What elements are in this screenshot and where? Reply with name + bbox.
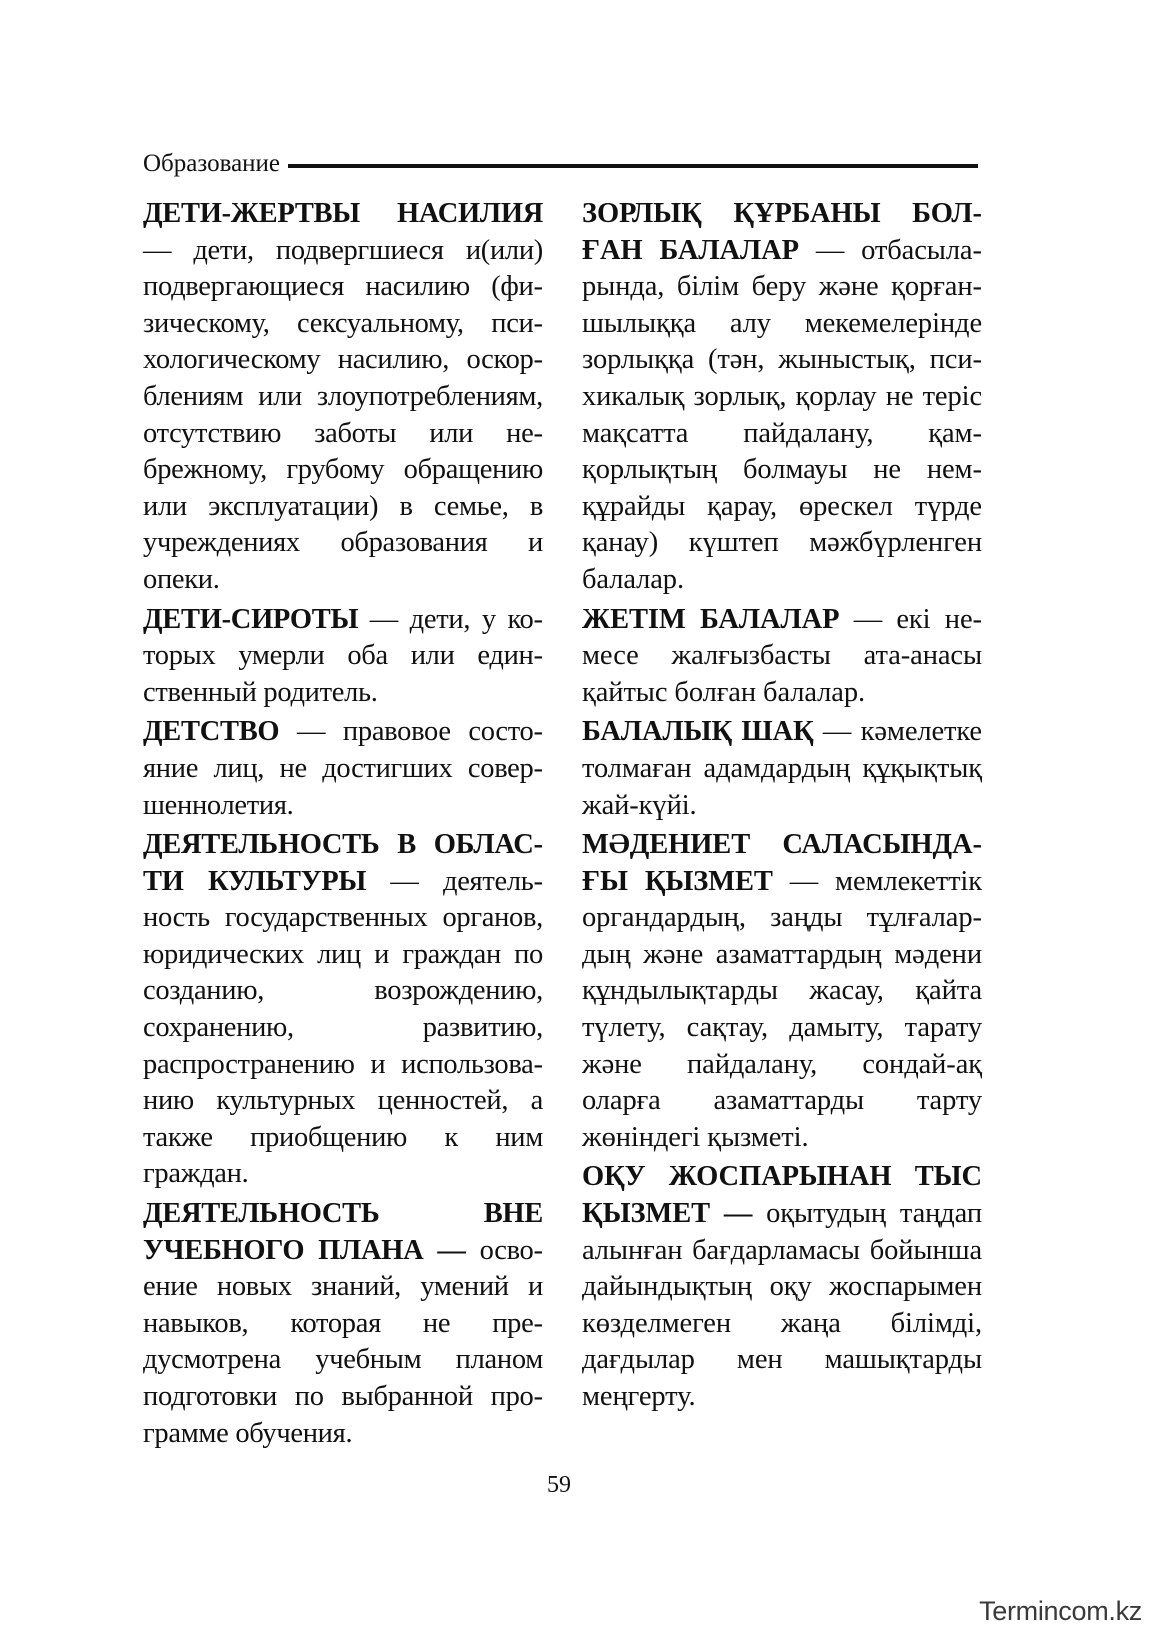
left-column-russian xyxy=(143,196,543,1455)
glossary-entry xyxy=(143,196,543,599)
entry-definition: — дети, у которых умерли оба или единственный родитель. xyxy=(143,603,543,708)
right-column-kazakh xyxy=(582,196,982,1419)
glossary-entry xyxy=(143,1196,543,1452)
entry-term: ЗОРЛЫҚ ҚҰРБАНЫ БОЛҒАН БАЛАЛАР xyxy=(582,198,982,266)
glossary-entry xyxy=(143,602,543,712)
entry-definition: оқытудың таңдап алынған бағдарламасы бойынша дайындықтың оқу жоспарымен көзделмеген жаңа білімді, дағдылар мен машықтарды меңгерту. xyxy=(582,1198,983,1412)
watermark-text: Termincom.kz xyxy=(979,1596,1142,1626)
entry-definition: — правовое состояние лиц, не достигших совершеннолетия. xyxy=(143,716,543,821)
entry-term: ДЕТИ-ЖЕРТВЫ НАСИЛИЯ xyxy=(143,198,543,229)
glossary-entry xyxy=(143,714,543,824)
glossary-entry xyxy=(582,602,982,712)
page-number: 59 xyxy=(547,1472,571,1498)
glossary-entry xyxy=(582,827,982,1156)
glossary-entry xyxy=(582,1159,982,1415)
glossary-entry xyxy=(582,714,982,824)
entry-term: МӘДЕНИЕТ САЛАСЫНДАҒЫ ҚЫЗМЕТ xyxy=(582,829,982,897)
entry-definition: — отбасыларында, білім беру және қорғаншылыққа алу мекемелерінде зорлыққа (тән, жыныстық, психикалық зорлық, қорлау не теріс мақсатта пайдалану, қамқорлықтың болмауы не немқұрайды қарау, өрескел түрде қанау) күштеп мәжбүрленген балалар. xyxy=(582,234,982,595)
entry-definition: — деятельность государственных органов, юридических лиц и граждан по созданию, возрождению, сохранению, развитию, распространению и использованию культурных ценностей, а также приобщению к ним граждан. xyxy=(143,865,543,1190)
entry-definition: — кәмелетке толмаған адамдардың құқықтық жай-күйі. xyxy=(582,716,982,821)
entry-term: БАЛАЛЫҚ ШАҚ xyxy=(582,716,814,748)
entry-definition: — дети, подвергшиеся и(или) подвергающиеся насилию (физическому, сексуальному, психологическому насилию, оскорблениям или злоупотреблениям, отсутствию заботы или небрежному, грубому обращению или эксплуатации) в семье, в учреждениях образования и опеки. xyxy=(143,234,543,595)
entry-term: ДЕЯТЕЛЬНОСТЬ В ОБЛАСТИ КУЛЬТУРЫ xyxy=(143,829,543,897)
running-header xyxy=(143,146,978,182)
header-rule xyxy=(288,164,978,168)
entry-term: ЖЕТІМ БАЛАЛАР xyxy=(582,603,840,635)
entry-term: ДЕЯТЕЛЬНОСТЬ ВНЕ УЧЕБНОГО ПЛАНА — xyxy=(143,1198,543,1266)
header-title: Образование xyxy=(143,150,281,177)
entry-term: ДЕТИ-СИРОТЫ xyxy=(143,603,359,635)
entry-definition: — екі немесе жалғызбасты ата-анасы қайтыс болған балалар. xyxy=(582,603,983,708)
glossary-entry xyxy=(582,196,982,599)
termincom-watermark-logo xyxy=(979,1596,1142,1627)
glossary-entry xyxy=(143,827,543,1193)
entry-definition: — мемлекеттік органдардың, заңды тұлғалардың және азаматтардың мәдени құндылықтарды жасау, қайта түлету, сақтау, дамыту, тарату және пайдалану, сондай-ақ оларға азаматтарды тарту жөніндегі қызметі. xyxy=(582,865,982,1153)
entry-term: ДЕТСТВО xyxy=(143,716,280,748)
entry-definition: освоение новых знаний, умений и навыков, которая не предусмотрена учебным планом подготовки по выбранной программе обучения. xyxy=(143,1234,544,1449)
entry-term: ОҚУ ЖОСПАРЫНАН ТЫС ҚЫЗМЕТ — xyxy=(582,1161,982,1230)
